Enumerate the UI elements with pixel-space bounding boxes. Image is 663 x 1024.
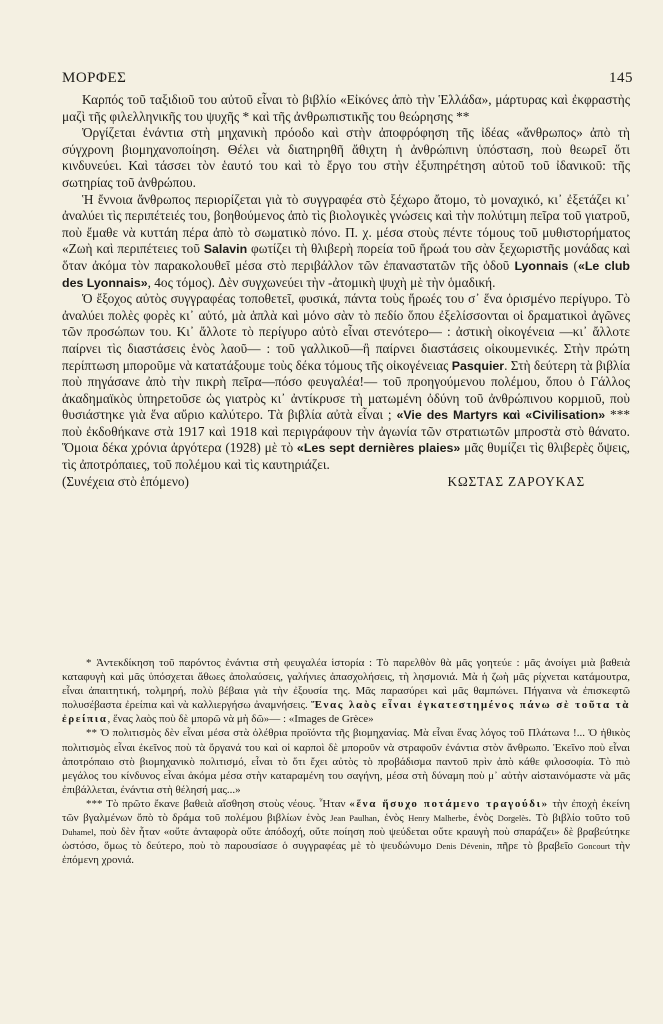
name-lyonnais: Lyonnais [514,258,569,273]
footnote-1 [62,656,630,726]
continued-note: (Συνέχεια στὸ ἑπόμενο) [62,473,189,489]
paragraph-1: Καρπός τοῦ ταξιδιοῦ του αὐτοῦ εἶναι τὸ βιβλίο «Εἰκόνες ἀπὸ τὴν Ἑλλάδα», μάρτυρας καὶ ἐκφραστὴς μαζὶ τῆς φιλελληνικῆς του ψυχῆς * καὶ τῆς ἀνθρωπιστικῆς του θεώρησης ** [62,92,630,124]
book-title-club-lyonnais: «Le club des Lyonnais» [62,258,631,290]
page-header [62,70,633,87]
paragraph-4-text-c: *** ποὺ ἐκδοθήκανε στὰ 1917 καὶ 1918 καὶ περιγράφουν τὴν ἀγωνία τῶν στρατιωτῶν μπροστὰ στὸ θάνατο. Ὅμοια δέκα χρόνια ἀργότερα (1928) μὲ τὸ [62,407,630,456]
footnote-3-emphasis: «ἕνα ἥσυχο ποτάμενο τραγούδι» [349,797,549,810]
name-jean-paulhan: Jean Paulhan [330,813,377,824]
name-dorgeles: Dorgelès [497,813,529,824]
book-title-sept-plaies: «Les sept dernières plaies» [296,441,461,456]
paragraph-2: Ὀργίζεται ἐνάντια στὴ μηχανικὴ πρόοδο καὶ στὴν ἀποφρόφηση τῆς ἰδέας «ἄνθρωπος» ἀπὸ τὴ σύγχρονη βιομηχανοποίηση. Θέλει νὰ διατηρηθῆ ἄθιχτη ἡ ἀνθρώπινη ὑπόσταση, ποὺ θεωρεῖ ὅτι κινδυνεύει. Καὶ τάσσει τὸν ἑαυτό του καὶ τὸ ἔργο του στὴν ἐξυπηρέτηση αὐτοῦ τοῦ ἰδανικοῦ: τῆς σωτηρίας τοῦ ἀνθρώπου. [62,125,630,190]
paragraph-3-text-c: , 4ος τόμος). Δὲν συγχωνεύει τὴν -ἀτομικὴ ψυχὴ μὲ τὴν ὁμαδική. [147,274,496,290]
paragraph-3-text-a: Ἡ ἔννοια ἄνθρωπος περιορίζεται γιὰ τὸ συγγραφέα στὸ ξέχωρο ἄτομο, τὸ μοναχικό, κι᾽ ἐξετάζει κι᾽ ἀναλύει τὶς περιπέτειές του, βοηθούμενος ἀπὸ τὶς βιολογικὲς γνώσεις καὶ τὴν πολύτιμη πεῖρα τοῦ γιατροῦ, ποὺ ἔμαθε νὰ κυττάη πέρα ἀπὸ τὸ σωματικὸ πόνο. Π. χ. μέσα στοὺς πέντε τόμους τοῦ μυθιστορήματος «Ζωὴ καὶ περιπέτειες τοῦ [62,191,630,257]
footnote-1-text-a: * Ἀντεκδίκηση τοῦ παρόντος ἐνάντια στὴ φευγαλέα ἱστορία : Τὸ παρελθὸν θὰ μᾶς γοητεύε : μᾶς ἀνοίγει μιὰ βαθειὰ καταφυγὴ καὶ μᾶς ὑπόσχεται ἄθωες ἀπολαύσεις, γαλήνιες ἀπασχολήσεις, τὴ λησμονιά. Μὰ ἡ ζωὴ μᾶς ρίχνεται κατάμουτρα, εἶναι ἀπαιτητική, τολμηρή, πολὺ βέβαια γιὰ τὴν ἐξουσία της. Μᾶς παρασύρει καὶ μᾶς θαμπώνει. Πήγαινα νὰ ἐπισκεφτῶ πολυσέβαστα ἐρείπια καὶ νὰ καλλιεργήσω ἀναμνήσεις. [62,657,630,712]
book-titles-martyrs-civilisation: «Vie des Martyrs καὶ «Civilisation» [396,408,606,423]
footnote-2: ** Ὁ πολιτισμὸς δὲν εἶναι μέσα στὰ ὀλέθρια προϊόντα τῆς βιομηχανίας. Μὰ εἶναι ἕνας λόγος τοῦ Πλάτωνα !... Ὁ ἠθικὸς πολιτισμὸς εἶναι ἐκεῖνος ποὺ τὰ ὄργανά του καὶ οἱ καρποὶ δὲ μποροῦν νὰ στραφοῦν ἐνάντια στὸν ἄνθρωπο. Ἐκεῖνο ποὺ εἶναι ἀποτρόπαιο στὸ βιομηχανικὸ πολιτισμό, εἶναι τὸ ὅτι ἔχει αὐτὸς τὸ προβάδισμα παντοῦ πρὶν ἀπὸ κάθε φιλοσοφία. Τὸ πιὸ μεγάλος του κίνδυνος εἶναι ἀκόμα μέσα στὴν καταραμένη του σαγήνη, μέσα στὴ δύναμη ποὺ μ᾽ αὐτὴν αἰσταινόμαστε νὰ μᾶς ἐπιβάλλεται, ἐνάντια στὴ θέλησή μας...» [62,727,630,796]
paragraph-3-text-b: φωτίζει τὴ θλιβερὴ πορεία τοῦ ἥρωά του σὰν ξεχωριστῆς μονάδας καὶ ὅταν ἀκόμα τὸν παρακολουθεῖ μέσα στὸ περιβάλλον τῶν ἐπαναστατῶν τῆς ὁδοῦ [62,241,630,273]
footnote-3-text-g: , πῆρε τὸ βραβεῖο [489,840,578,853]
footnote-3 [62,797,630,867]
article-body [62,92,630,490]
footnote-1-emphasis: Ἕνας λαὸς εἶναι ἐγκατεστημένος πάνω σὲ τοῦτα τὰ ἐρείπια [62,699,631,726]
paragraph-4 [62,291,630,474]
footnote-3-text-h: τὴν ἑπόμενη χρονιά. [62,840,631,867]
paragraph-4-text-d: μᾶς θυμίζει τὶς θλιβερὲς ὄψεις, τὶς ἀποτρόπαιες, τοῦ πολέμου καὶ τὶς καυτηριάζει. [62,440,630,473]
name-goncourt: Goncourt [577,841,611,852]
footnote-3-text-b: τὴν ἐποχὴ ἐκείνη τῶν βγαλμένων ὄπὸ τὸ δράμα τοῦ πολέμου βιβλίων ἑνὸς [62,797,630,825]
name-duhamel: Duhamel [62,827,94,838]
footnote-3-text-f: , ποὺ δὲν ἦταν «οὔτε ἀνταφορὰ οὔτε ἀπόδοχή, οὔτε ποίηση ποὺ ψεύδεται οὔτε κραυγὴ ποὺ σπαράζει» δὲ βραβεύτηκε ὡστόσο, ὅμως τὸ δεύτερο, ποὺ τὸ παρουσίασε ὁ συγγραφέας μὲ τὸ ψευδώνυμο [62,826,630,853]
name-denis-devenin: Denis Dévenin [436,841,490,852]
paragraph-4-text-a: Ὁ ἔξοχος αὐτὸς συγγραφέας τοποθετεῖ, φυσικά, πάντα τοὺς ἥρωές του σ᾽ ἕνα ὁρισμένο περίγυρο. Τὸ ἀναλύει πολὲς φορὲς κι᾽ αὐτό, μὰ ἁπλὰ καὶ μόνο σὰν τὸ πεδίο ὅπου ἐξελίσσονται οἱ δραματικοὶ ἀγῶνες τῶν προσώπων του. Κι᾽ ἄλλοτε τὸ περίγυρο αὐτὸ εἶναι στενότερο— : ἀστικὴ οἰκογένεια —κι᾽ ἄλλοτε παίρνει τὶς διαστάσεις ἑνὸς λαοῦ— : τοῦ γαλλικοῦ—ἢ παίρνει διαστάσεις οἰκουμενικές. Στὴν πρώτη περίπτωση μποροῦμε νὰ κατατάξουμε τοὺς δέκα τόμους τῆς οἰκογένειας [62,291,630,373]
page-number: 145 [609,70,633,86]
journal-title: ΜΟΡΦΕΣ [62,70,127,86]
footnote-3-text-a: *** Τὸ πρῶτο ἔκανε βαθειὰ αἴσθηση στοὺς νέους. Ἦταν [86,797,350,810]
paragraph-4-text-b: . Στὴ δεύτερη τὰ βιβλία ποὺ πηγάσανε ἀπὸ τὴν πικρὴ πεῖρα—πόσο φευγαλέα!— τοῦ προηγούμενου πολέμου, ὅπου ὁ Γάλλος ἀκαδημαϊκὸς ὑπηρετοῦσε ὡς γιατρὸς κι᾽ ἀντίκρυσε τὴ ματωμένη ὀδύνη τοῦ ἀνθρώπινου κορμιοῦ, ποὺ θυσιάστηκε γιὰ ἕνα αὔριο καλύτερο. Τὰ βιβλία αὐτὰ εἶναι ; [62,357,630,423]
paragraph-3: Ἡ ἔννοια ἄνθρωπος περιορίζεται γιὰ τὸ συγγραφέα στὸ ξέχωρο ἄτομο, τὸ μοναχικό, κι᾽ ἐξετάζει κι᾽ ἀναλύει τὶς περιπέτειές του, βοηθούμενος ἀπὸ τὶς βιολογικὲς γνώσεις καὶ τὴν πολύτιμη πεῖρα τοῦ γιατροῦ, ποὺ ἔμαθε νὰ κυττάη πέρα ἀπὸ τὸ σωματικὸ πόνο. Π. χ. μέσα στοὺς πέντε τόμους τοῦ μυθιστορήματος «Ζωὴ καὶ περιπέτειες τοῦ Salavin φωτίζει τὴ θλιβερὴ πορεία τοῦ ἥρωά του σὰν ξεχωριστῆς μονάδας καὶ ὅταν ἀκόμα τὸν παρακολουθεῖ μέσα στὸ περιβάλλον τῶν ἐπαναστατῶν τῆς ὁδοῦ Lyonnais («Le club des Lyonnais», 4ος τόμος). Δὲν συγχωνεύει τὴν -ἀτομικὴ ψυχὴ μὲ τὴν ὁμαδική. [62,191,631,290]
author-signature: ΚΩΣΤΑΣ ΖΑΡΟΥΚΑΣ [447,473,585,489]
footnotes [62,656,630,867]
continuation-row [62,474,630,491]
name-salavin: Salavin [203,242,248,257]
name-pasquier: Pasquier [451,358,505,373]
name-henry-malherbe: Henry Malherbe [408,813,467,824]
footnote-1-text-b: , ἕνας λαὸς ποὺ δὲ μπορῶ νὰ μὴ δῶ»— : «Images de Grèce» [107,713,374,726]
footnote-3-text-c: , ἑνὸς [376,812,409,825]
footnote-3-text-e: . Τὸ βιβλίο τοῦτο τοῦ [528,812,630,825]
footnote-3-text-d: , ἑνὸς [466,812,498,825]
